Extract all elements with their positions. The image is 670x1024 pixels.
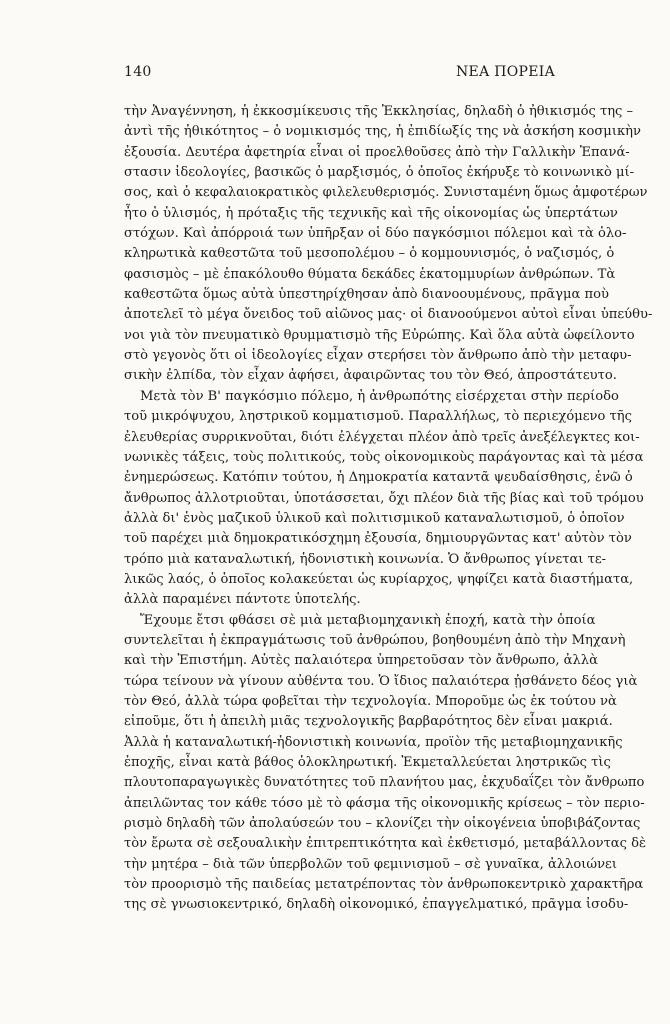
text-line: της σὲ γνωσιοκεντρικό, δηλαδὴ οἰκονομικό, ἐπαγγελματικό, πρᾶγμα ἰσοδυ- <box>124 897 629 913</box>
text-line: ἀλλὰ παραμένει πάντοτε ὑποτελής. <box>124 592 361 608</box>
text-line: Μετὰ τὸν Β' παγκόσμιο πόλεμο, ἡ ἀνθρωπότης εἰσέρχεται στὴν περίοδο <box>140 388 619 404</box>
text-line: τὸν προορισμὸ τῆς παιδείας μετατρέποντας τὸν ἀνθρωποκεντρικὸ χαρακτῆρα <box>124 877 644 893</box>
text-line: τώρα τείνουν νὰ γίνουν αὐθέντα του. Ὁ ἴδιος παλαιότερα ᾐσθάνετο δέος γιὰ <box>124 673 638 689</box>
text-line: ρισμὸ δηλαδὴ τῶν ἀπολαύσεών του – κλονίζει τὴν οἰκογένεια ὑποβιβάζοντας <box>124 816 641 832</box>
text-line: σικὴν ἐλπίδα, τὸν εἶχαν ἀφήσει, ἀφαιρῶντας του τὸν Θεό, ἀπροστάτευτο. <box>124 368 617 384</box>
body-text <box>124 102 653 916</box>
text-line: τὴν Ἀναγέννηση, ἡ ἐκκοσμίκευσις τῆς Ἐκκλησίας, δηλαδὴ ὁ ἠθικισμός της – <box>124 104 634 119</box>
text-line: φασισμὸς – μὲ ἐπακόλουθο θύματα δεκάδες ἑκατομμυρίων ἀνθρώπων. Τὰ <box>124 266 616 282</box>
text-line: ἀντὶ τῆς ἠθικότητος – ὁ νομικισμός της, ἡ ἐπιδίωξίς της νὰ ἀσκήση κοσμικὴν <box>124 124 641 140</box>
text-line: ἐνημερώσεως. Κατόπιν τούτου, ἡ Δημοκρατία καταντᾶ ψευδαίσθησις, ἐνῶ ὁ <box>124 470 633 486</box>
text-line: Ἀλλὰ ἡ καταναλωτική-ἡδονιστικὴ κοινωνία, προϊὸν τῆς μεταβιομηχανικῆς <box>124 734 623 750</box>
text-line: λικῶς λαός, ὁ ὁποῖος κολακεύεται ὡς κυρίαρχος, ψηφίζει κατὰ διαστήματα, <box>124 571 634 587</box>
text-line: ἄνθρωπος ἀλλοτριοῦται, ὑποτάσσεται, ὄχι πλέον διὰ τῆς βίας καὶ τοῦ τρόμου <box>124 490 644 506</box>
text-line: ἀποτελεῖ τὸ μέγα ὄνειδος τοῦ αἰῶνος μας· οἱ διανοούμενοι αὐτοὶ εἶναι ὑπεύθυ- <box>124 307 653 323</box>
text-line: τὸν Θεό, ἀλλὰ τώρα φοβεῖται τὴν τεχνολογία. Μποροῦμε ὡς ἐκ τούτου νὰ <box>124 693 617 709</box>
text-line: τὸν ἔρωτα σὲ σεξουαλικὴν ἐπιτρεπτικότητα καὶ ἐκθετισμό, μεταβάλλοντας δὲ <box>124 836 647 852</box>
text-line: Ἔχουμε ἔτσι φθάσει σὲ μιὰ μεταβιομηχανικὴ ἐποχή, κατὰ τὴν ὁποία <box>140 612 596 628</box>
page-number: 140 <box>124 64 152 80</box>
text-line: κληρωτικὰ καθεστῶτα τοῦ μεσοπολέμου – ὁ κομμουνισμός, ὁ ναζισμός, ὁ <box>124 246 615 262</box>
text-line: ἀλλὰ δι' ἑνὸς μαζικοῦ ὑλικοῦ καὶ πολιτισμικοῦ καταναλωτισμοῦ, ὁ ὁποῖον <box>124 510 625 526</box>
text-line: ἐξουσία. Δευτέρα ἀφετηρία εἶναι οἱ προελθοῦσες ἀπὸ τὴν Γαλλικὴν Ἐπανά- <box>124 144 630 160</box>
text-line: εἰποῦμε, ὅτι ἡ ἀπειλὴ μιᾶς τεχνολογικῆς βαρβαρότητος δὲν εἶναι μακριά. <box>124 714 613 730</box>
text-line: ἐλευθερίας συρρικνοῦται, διότι ἐλέγχεται πλέον ἀπὸ τρεῖς ἀνεξέλεγκτες κοι- <box>124 429 640 445</box>
text-line: καθεστῶτα ὅμως αὐτὰ ὑπεστηρίχθησαν ἀπὸ διανοουμένους, πρᾶγμα ποὺ <box>124 287 609 303</box>
text-line: πλουτοπαραγωγικὲς δυνατότητες τοῦ πλανήτου μας, ἐκχυδαΐζει τὸν ἄνθρωπο <box>124 775 645 791</box>
text-line: νοι γιὰ τὸν πνευματικὸ θρυμματισμὸ τῆς Εὐρώπης. Καὶ ὅλα αὐτὰ ὠφείλοντο <box>124 327 635 343</box>
text-line: ἦτο ὁ ὑλισμός, ἡ πρόταξις τῆς τεχνικῆς καὶ τῆς οἰκονομίας ὡς ὑπερτάτων <box>124 205 618 221</box>
text-line: στὸ γεγονὸς ὅτι οἱ ἰδεολογίες εἶχαν στερήσει τὸν ἄνθρωπο ἀπὸ τὴν μεταφυ- <box>124 348 632 364</box>
text-line: τὴν μητέρα – διὰ τῶν ὑπερβολῶν τοῦ φεμινισμοῦ – σὲ γυναῖκα, ἀλλοιώνει <box>124 856 617 872</box>
running-head: ΝΕΑ ΠΟΡΕΙΑ <box>456 64 555 80</box>
text-line: τοῦ μικρόψυχου, ληστρικοῦ κομματισμοῦ. Παραλλήλως, τὸ περιεχόμενο τῆς <box>124 409 632 425</box>
text-line: ἀπειλῶντας τον κάθε τόσο μὲ τὸ φάσμα τῆς οἰκονομικῆς κρίσεως – τὸν περιο- <box>124 795 645 811</box>
text-line: τοῦ παρέχει μιὰ δημοκρατικόσχημη ἐξουσία, δημιουργῶντας κατ' αὐτὸν τὸν <box>124 531 632 547</box>
page-header <box>124 64 555 84</box>
text-line: στόχων. Καὶ ἀπόρροιά των ὑπῆρξαν οἱ δύο παγκόσμιοι πόλεμοι καὶ τὰ ὁλο- <box>124 226 627 242</box>
text-line: ἐποχῆς, εἶναι κατὰ βάθος ὁλοκληρωτική. Ἐκμεταλλεύεται ληστρικῶς τὶς <box>124 755 611 770</box>
text-line: νωνικὲς τάξεις, τοὺς πολιτικούς, τοὺς οἰκονομικοὺς παράγοντας καὶ τὰ μέσα <box>124 449 644 465</box>
text-line: στασιν ἰδεολογίες, βασικῶς ὁ μαρξισμός, ὁ ὁποῖος ἐκήρυξε τὸ κοινωνικὸ μί- <box>124 165 635 181</box>
text-line: καὶ τὴν Ἐπιστήμη. Αὐτὲς παλαιότερα ὑπηρετοῦσαν τὸν ἄνθρωπο, ἀλλὰ <box>124 653 598 669</box>
text-line: σος, καὶ ὁ κεφαλαιοκρατικὸς φιλελευθερισμός. Συνισταμένη ὅμως ἀμφοτέρων <box>124 185 648 201</box>
text-line: τρόπο μιὰ καταναλωτική, ἡδονιστικὴ κοινωνία. Ὁ ἄνθρωπος γίνεται τε- <box>124 551 607 567</box>
text-line: συντελεῖται ἡ ἐκπραγμάτωσις τοῦ ἀνθρώπου, βοηθουμένη ἀπὸ τὴν Μηχανὴ <box>124 632 626 648</box>
